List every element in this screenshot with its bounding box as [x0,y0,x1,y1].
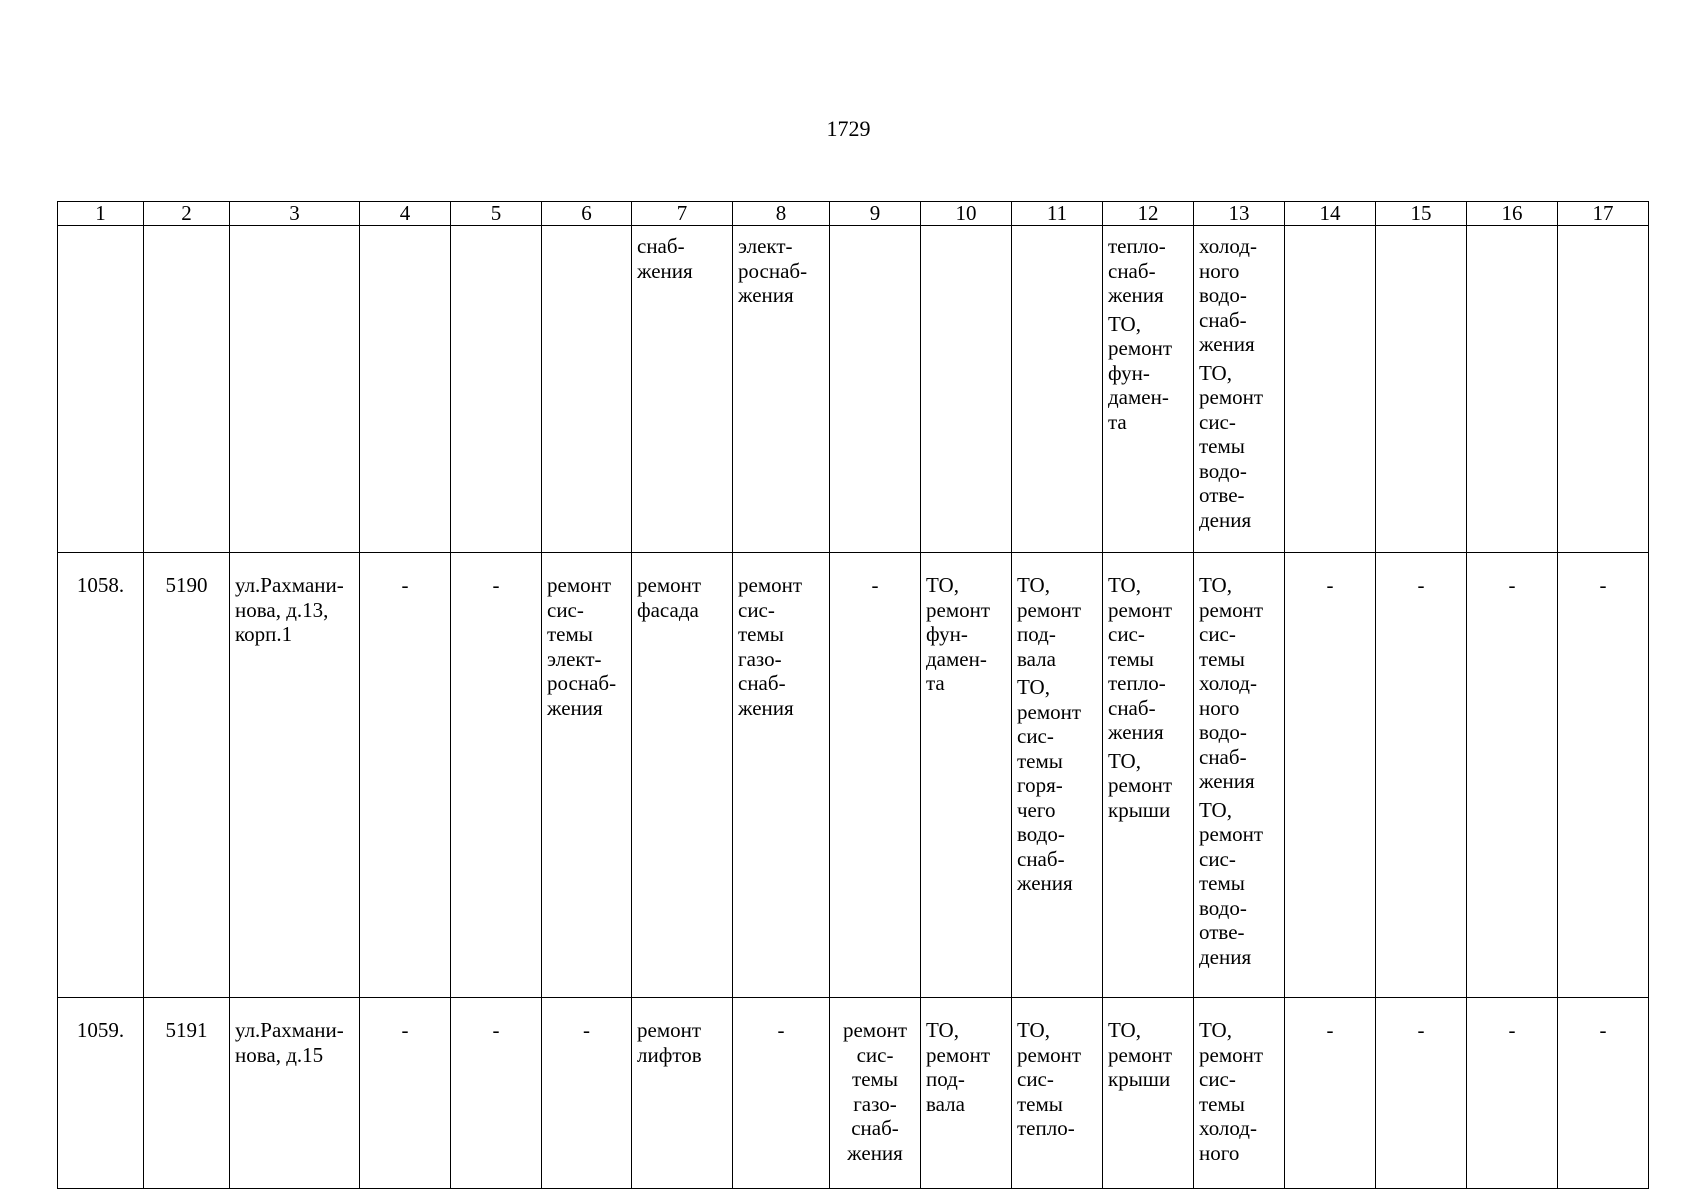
table-cell [1285,998,1376,1189]
column-number-header: 4 [360,202,451,226]
cell-text: ТО, ремонт крыши [1108,748,1173,822]
cell-text: - [1508,1018,1516,1042]
table-cell [830,998,921,1189]
column-number-header: 17 [1558,202,1649,226]
table-cell [1285,226,1376,553]
cell-text: ремонт сис- темы газо- снаб- жения [842,1018,908,1165]
cell-text: 1059. [76,1018,125,1042]
table-row [58,226,1649,553]
table-cell [1103,553,1194,998]
table-cell [1012,998,1103,1189]
cell-text: ремонт сис- темы газо- снаб- жения [738,573,803,720]
cell-text: ТО, ремонт сис- темы холод- ного [1199,1018,1264,1165]
column-number-header: 14 [1285,202,1376,226]
table-cell [830,553,921,998]
cell-text: - [401,1018,409,1042]
cell-text: - [1417,573,1425,597]
table-cell [451,998,542,1189]
cell-text: ТО, ремонт сис- темы водо- отве- дения [1199,360,1264,532]
column-number-header: 2 [144,202,230,226]
table-cell [1376,226,1467,553]
cell-text: ТО, ремонт фун- дамен- та [1108,311,1173,434]
cell-text: - [492,573,500,597]
table-cell [360,226,451,553]
table-cell [1012,553,1103,998]
table-cell [542,998,632,1189]
table-cell [921,998,1012,1189]
table-cell [58,553,144,998]
table-cell [360,553,451,998]
column-number-header: 16 [1467,202,1558,226]
cell-text: снаб- жения [637,234,693,283]
table-cell [1467,553,1558,998]
table-cell [1012,226,1103,553]
table-cell [1285,553,1376,998]
table-cell [360,998,451,1189]
table-cell [1194,553,1285,998]
cell-text: ремонт фасада [637,573,702,622]
cell-text: ТО, ремонт под- вала [926,1018,991,1116]
cell-text: 1058. [76,573,125,597]
table-cell [451,553,542,998]
column-number-header: 1 [58,202,144,226]
cell-text: 5190 [165,573,208,597]
cell-text: ремонт лифтов [637,1018,702,1067]
table-cell [451,226,542,553]
page-number: 1729 [826,116,871,141]
table-cell [1467,226,1558,553]
table-cell [144,226,230,553]
cell-text: - [1326,1018,1334,1042]
cell-text: ТО, ремонт сис- темы горя- чего водо- снаб- жения [1017,675,1082,895]
column-number-header: 12 [1103,202,1194,226]
cell-text: - [401,573,409,597]
cell-text: ул.Рахмани- нова, д.15 [235,1018,344,1067]
cell-text: ул.Рахмани- нова, д.13, корп.1 [235,573,344,646]
table-cell [921,553,1012,998]
table-cell [733,226,830,553]
column-number-header: 8 [733,202,830,226]
cell-text: ТО, ремонт фун- дамен- та [926,573,991,695]
cell-text: - [777,1018,785,1042]
column-number-header: 7 [632,202,733,226]
column-number-header: 10 [921,202,1012,226]
table-cell [632,553,733,998]
table-cell [632,998,733,1189]
table-cell [1376,553,1467,998]
cell-text: - [583,1018,590,1042]
table-row [58,998,1649,1189]
table-cell [1194,998,1285,1189]
cell-text: холод- ного водо- снаб- жения [1199,234,1257,356]
column-number-header: 6 [542,202,632,226]
cell-text: ТО, ремонт под- вала [1017,573,1082,671]
cell-text: ТО, ремонт сис- темы водо- отве- дения [1199,797,1264,969]
table-cell [1376,998,1467,1189]
cell-text: ТО, ремонт крыши [1108,1018,1173,1091]
cell-text: ТО, ремонт сис- темы тепло- [1017,1018,1082,1140]
table-cell [733,553,830,998]
table-cell [230,553,360,998]
table-cell [230,226,360,553]
column-number-header: 11 [1012,202,1103,226]
cell-text: тепло- снаб- жения [1108,234,1166,307]
table-cell [1103,226,1194,553]
column-number-header: 13 [1194,202,1285,226]
cell-text: - [1508,573,1516,597]
table-cell [1467,998,1558,1189]
table-cell [1194,226,1285,553]
cell-text: - [1326,573,1334,597]
table-cell [58,226,144,553]
cell-text: ТО, ремонт сис- темы холод- ного водо- снаб- жения [1199,573,1264,793]
table-cell [632,226,733,553]
table-cell [144,553,230,998]
cell-text: 5191 [165,1018,208,1042]
column-number-header: 15 [1376,202,1467,226]
table-cell [830,226,921,553]
table-cell [542,553,632,998]
table-cell [921,226,1012,553]
cell-text: ремонт сис- темы элект- роснаб- жения [547,573,617,720]
table-cell [230,998,360,1189]
table-cell [1103,998,1194,1189]
table-cell [1558,553,1649,998]
table-cell [58,998,144,1189]
table-cell [733,998,830,1189]
column-number-header-row [58,202,1649,226]
table-cell [144,998,230,1189]
cell-text: - [1599,1018,1607,1042]
table-row [58,553,1649,998]
cell-text: - [1417,1018,1425,1042]
column-number-header: 3 [230,202,360,226]
cell-text: - [1599,573,1607,597]
table-cell [1558,226,1649,553]
register-table [57,201,1649,1189]
column-number-header: 5 [451,202,542,226]
cell-text: - [492,1018,500,1042]
table-cell [1558,998,1649,1189]
cell-text: - [871,573,879,597]
column-number-header: 9 [830,202,921,226]
cell-text: ТО, ремонт сис- темы тепло- снаб- жения [1108,573,1173,744]
cell-text: элект- роснаб- жения [738,234,808,307]
table-cell [542,226,632,553]
